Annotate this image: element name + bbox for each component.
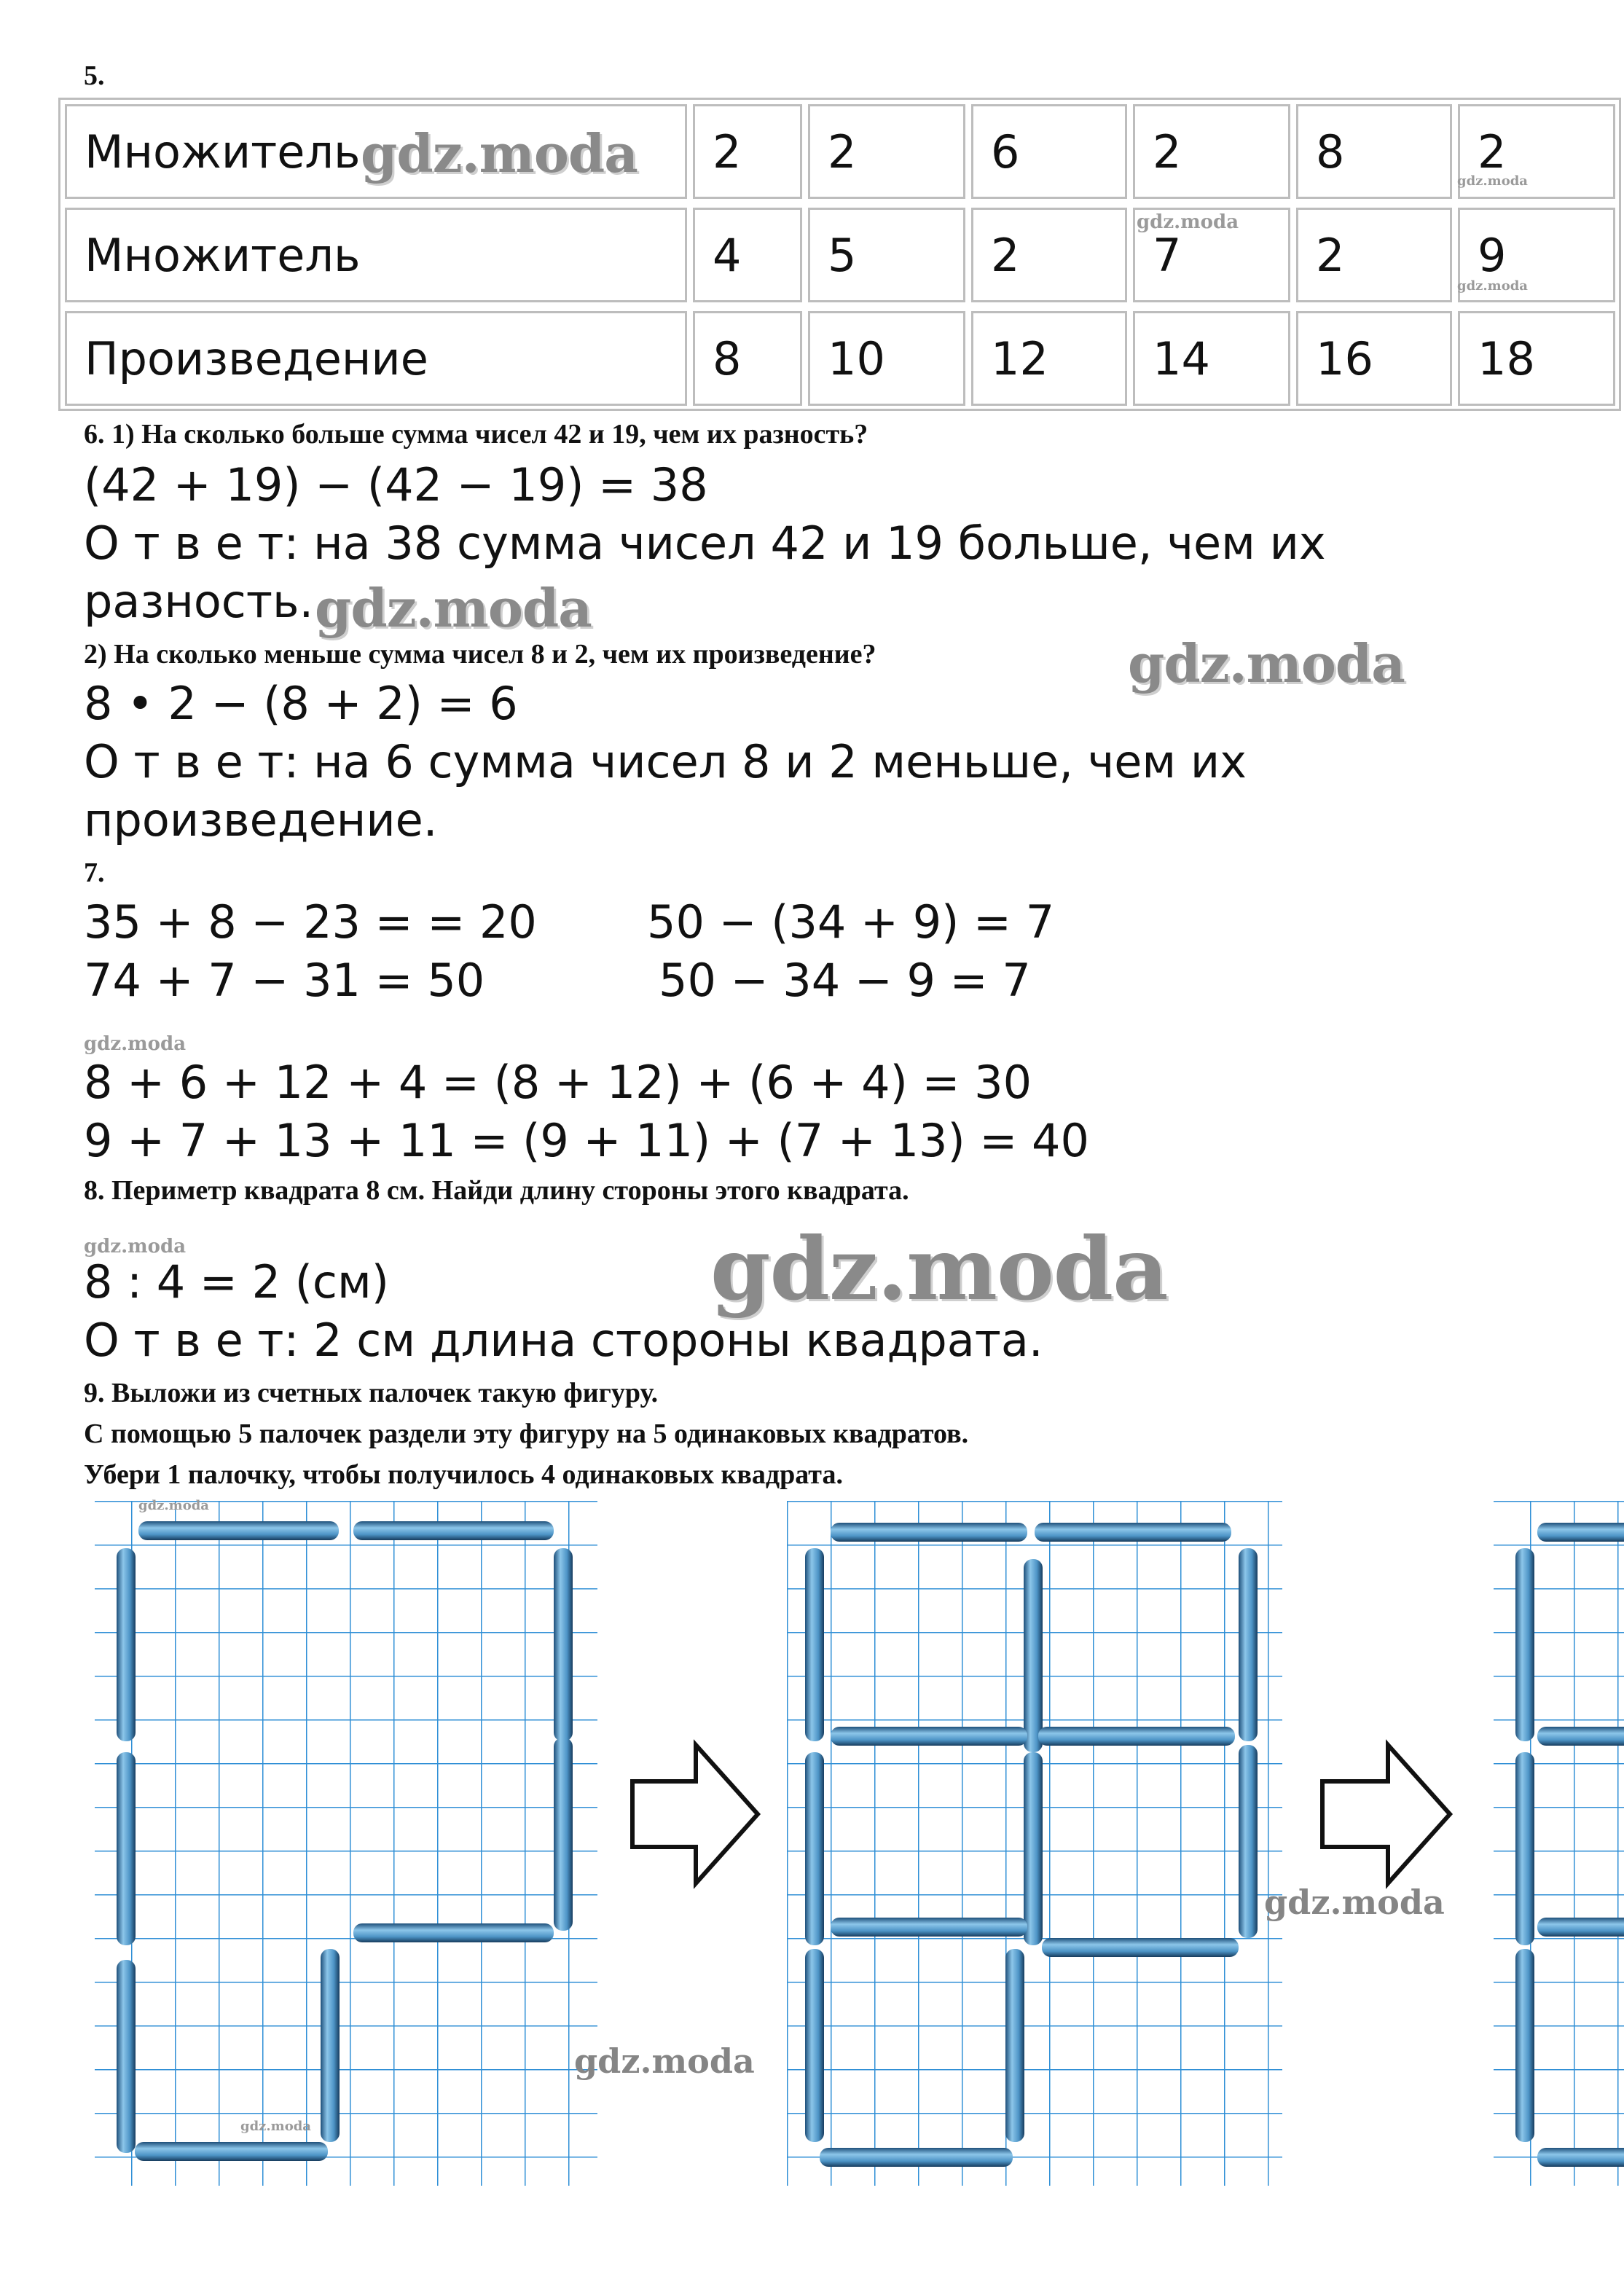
table-row (60, 307, 1619, 410)
table-cell: 18 (1458, 311, 1615, 406)
table-cell: 16 (1296, 311, 1452, 406)
matchstick (1024, 1752, 1043, 1945)
task6-part2-answer-line2: произведение. (84, 793, 438, 847)
task7-expression-1-left: 35 + 8 − 23 = = 20 (84, 895, 537, 949)
watermark: gdz.moda (1128, 632, 1405, 694)
matchstick (1515, 1949, 1534, 2142)
matchstick (138, 1521, 339, 1540)
matchstick (1515, 1548, 1534, 1741)
watermark: gdz.moda (315, 577, 592, 639)
table-row (60, 100, 1619, 203)
watermark: gdz.moda (1457, 173, 1528, 189)
matchstick (1005, 1949, 1024, 2142)
matchstick (117, 1752, 136, 1945)
matchstick (1038, 1727, 1235, 1746)
task6-part2-prompt: 2) На сколько меньше сумма чисел 8 и 2, чем их произведение? (84, 639, 876, 670)
table-cell: 14 (1133, 311, 1290, 406)
table-cell: 8 (693, 311, 802, 406)
table-cell: 2 (1133, 104, 1290, 199)
task8-expression: 8 : 4 = 2 (см) (84, 1255, 389, 1309)
table-cell: 2 (1296, 208, 1452, 302)
matchstick (353, 1521, 554, 1540)
watermark: gdz.moda (240, 2119, 311, 2134)
table-cell: 7 (1133, 208, 1290, 302)
matchstick (1515, 1752, 1534, 1945)
table-cell: 5 (808, 208, 965, 302)
task8-answer: О т в е т: 2 см длина стороны квадрата. (84, 1314, 1043, 1367)
matchstick (1537, 2148, 1624, 2167)
task5-number: 5. (84, 60, 105, 91)
watermark: gdz.moda (361, 122, 638, 184)
row-label: Произведение (65, 311, 687, 406)
task7-expression-2-left: 74 + 7 − 31 = 50 (84, 954, 485, 1007)
watermark: gdz.moda (710, 1218, 1168, 1319)
watermark: gdz.moda (1264, 1883, 1445, 1922)
matchstick (321, 1949, 340, 2142)
watermark: gdz.moda (574, 2041, 755, 2081)
matchstick (805, 1949, 824, 2142)
figure-panel-2 (787, 1501, 1282, 2186)
table-cell: 10 (808, 311, 965, 406)
watermark: gdz.moda (84, 1033, 187, 1055)
multiplication-table (58, 98, 1621, 411)
row-label: Множитель (65, 104, 687, 199)
watermark: gdz.moda (138, 1498, 209, 1513)
task7-expression-1-right: 50 − (34 + 9) = 7 (647, 895, 1055, 949)
watermark: gdz.moda (1457, 278, 1528, 294)
matchstick (831, 1523, 1027, 1542)
task6-part1-answer-line2: разность. (84, 575, 314, 628)
task7-expression-4: 9 + 7 + 13 + 11 = (9 + 11) + (7 + 13) = 40 (84, 1114, 1089, 1167)
table-row (60, 203, 1619, 307)
task6-part2-answer-line1: О т в е т: на 6 сумма чисел 8 и 2 меньше, чем их (84, 735, 1247, 788)
task8-prompt: 8. Периметр квадрата 8 см. Найди длину стороны этого квадрата. (84, 1175, 909, 1206)
watermark: gdz.moda (1137, 211, 1239, 233)
matchstick (1042, 1938, 1239, 1957)
matchstick (805, 1752, 824, 1945)
task6-part1-answer-line1: О т в е т: на 38 сумма чисел 42 и 19 больше, чем их (84, 517, 1326, 570)
figure-panel-1 (95, 1501, 597, 2186)
table-cell: 2 (693, 104, 802, 199)
matchstick (117, 1960, 136, 2153)
matchstick (1239, 1745, 1258, 1938)
matchstick (554, 1738, 573, 1931)
task6-part1-prompt: 6. 1) На сколько больше сумма чисел 42 и 19, чем их разность? (84, 419, 868, 450)
matchstick (1239, 1548, 1258, 1741)
task6-part2-expression: 8 • 2 − (8 + 2) = 6 (84, 677, 518, 730)
matchstick (831, 1727, 1027, 1746)
table-cell: 8 (1296, 104, 1452, 199)
task7-expression-2-right: 50 − 34 − 9 = 7 (659, 954, 1031, 1007)
matchstick (1537, 1727, 1624, 1746)
arrow-right-icon (1322, 1745, 1450, 1883)
matchstick (117, 1548, 136, 1741)
task9-line2: С помощью 5 палочек раздели эту фигуру на 5 одинаковых квадратов. (84, 1419, 969, 1449)
matchstick (1035, 1523, 1231, 1542)
matchstick (554, 1548, 573, 1741)
task7-expression-3: 8 + 6 + 12 + 4 = (8 + 12) + (6 + 4) = 30 (84, 1056, 1032, 1109)
table-cell: 4 (693, 208, 802, 302)
matchstick (353, 1923, 554, 1942)
table-cell: 6 (971, 104, 1127, 199)
matchstick (1024, 1559, 1043, 1752)
matchstick (135, 2142, 328, 2161)
matchstick (1537, 1523, 1624, 1542)
task6-part1-expression: (42 + 19) − (42 − 19) = 38 (84, 458, 708, 511)
figure-panel-3 (1494, 1501, 1624, 2186)
task9-line1: 9. Выложи из счетных палочек такую фигуру. (84, 1378, 659, 1408)
matchstick (820, 2148, 1013, 2167)
row-label: Множитель (65, 208, 687, 302)
table-cell: 2 (1458, 104, 1615, 199)
table-cell: 12 (971, 311, 1127, 406)
matchstick (805, 1548, 824, 1741)
task9-line3: Убери 1 палочку, чтобы получилось 4 одинаковых квадрата. (84, 1459, 843, 1490)
table-cell: 2 (971, 208, 1127, 302)
table-cell: 2 (808, 104, 965, 199)
table-cell: 9 (1458, 208, 1615, 302)
task7-number: 7. (84, 858, 105, 888)
matchstick (1537, 1918, 1624, 1937)
matchstick (831, 1918, 1027, 1937)
matchstick-figures-illustration (0, 1501, 1624, 2200)
watermark: gdz.moda (84, 1236, 187, 1258)
arrow-right-icon (632, 1745, 758, 1883)
